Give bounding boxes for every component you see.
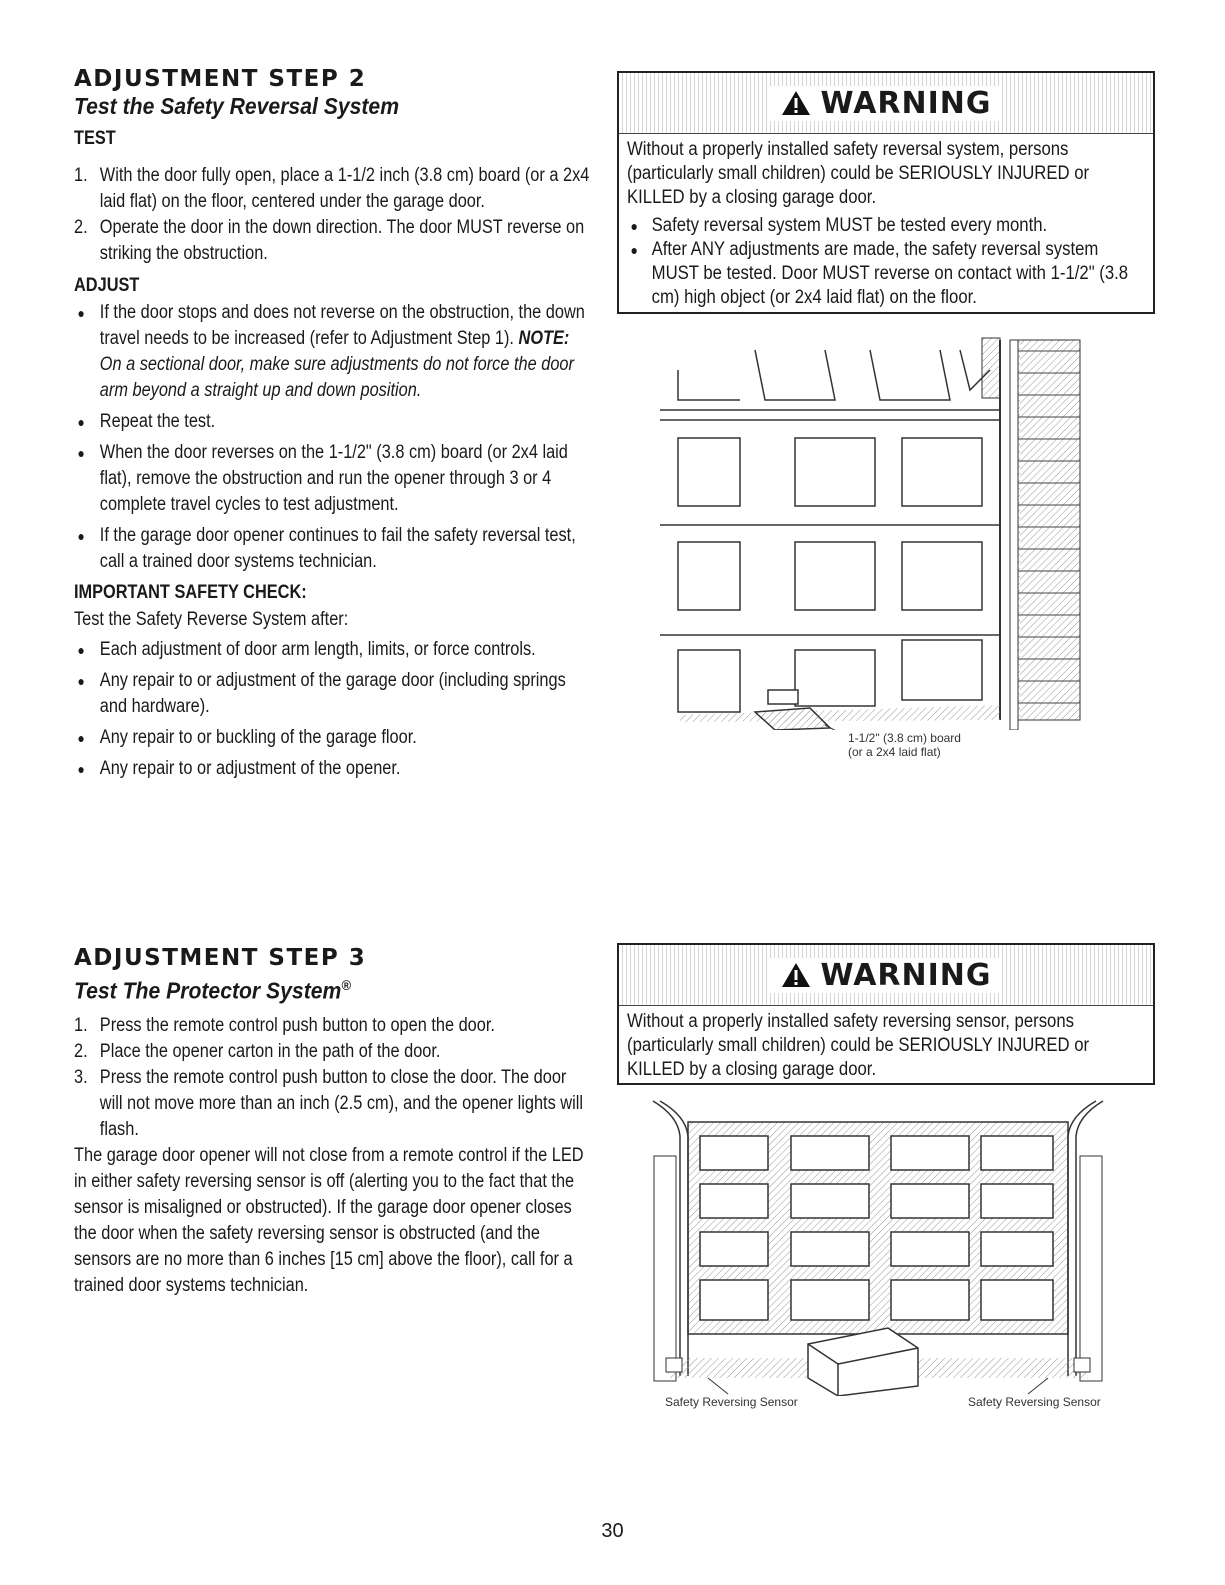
note-label: NOTE: xyxy=(518,328,570,349)
list-item: ● Any repair to or buckling of the garage floor. xyxy=(77,727,417,748)
warning-box-step2 xyxy=(617,71,1155,314)
warning-list xyxy=(627,214,1146,310)
safety-check-intro: Test the Safety Reverse System after: xyxy=(74,609,349,630)
list-item: ● When the door reverses on the 1-1/2" (3.8 cm) board (or 2x4 laid flat), remove the obstruction and run the opener through 3 or 4 complete travel cycles to test adjustment. xyxy=(77,442,568,515)
list-item: ● Each adjustment of door arm length, limits, or force controls. xyxy=(77,639,536,660)
page-number: 30 xyxy=(601,1520,624,1542)
list-item: 3. Press the remote control push button to close the door. The door will not move more than an inch (2.5 cm), and the opener lights will flash. xyxy=(74,1066,583,1140)
adjust-list xyxy=(74,300,593,575)
step3-section xyxy=(74,945,604,1299)
step3-list xyxy=(74,1013,593,1143)
list-item: ● Any repair to or adjustment of the garage door (including springs and hardware). xyxy=(77,670,566,717)
warning-triangle-icon xyxy=(780,89,812,117)
test-heading: TEST xyxy=(74,128,116,149)
sensor-label-right: Safety Reversing Sensor xyxy=(968,1395,1101,1409)
step2-section xyxy=(74,66,604,787)
list-item: ● If the garage door opener continues to fail the safety reversal test, call a trained door systems technician. xyxy=(77,525,576,572)
warning-box-step3 xyxy=(617,943,1155,1085)
step2-subtitle: Test the Safety Reversal System xyxy=(74,93,400,119)
warning-text: Without a properly installed safety reversing sensor, persons (particularly small children) could be SERIOUSLY INJURED or KILLED by a closing garage door. xyxy=(627,1011,1090,1080)
step3-paragraph: The garage door opener will not close from a remote control if the LED in either safety reversing sensor is off (alerting you to the fact that the sensor is misaligned or obstructed). If the garage door opener closes the door when the safety reversing sensor is obstructed (and the sensors are no more than 6 inches [15 cm] above the floor), call for a trained door systems technician. xyxy=(74,1144,584,1296)
safety-check-heading: IMPORTANT SAFETY CHECK: xyxy=(74,582,307,603)
safety-check-list xyxy=(74,637,593,782)
garage-door-board-illustration xyxy=(660,330,1100,730)
board-caption: 1-1/2" (3.8 cm) board (or a 2x4 laid flat) xyxy=(848,731,961,759)
warning-title: WARNING xyxy=(820,957,992,993)
warning-title: WARNING xyxy=(820,85,992,121)
list-item: ● Safety reversal system MUST be tested every month. xyxy=(630,215,1048,236)
list-item: ● Any repair to or adjustment of the opener. xyxy=(77,758,401,779)
step3-title: ADJUSTMENT STEP 3 xyxy=(74,945,367,971)
list-item: 1. Press the remote control push button to open the door. xyxy=(74,1014,495,1036)
list-item: ● After ANY adjustments are made, the safety reversal system MUST be tested. Door MUST reverse on contact with 1-1/2" (3.8 cm) high object (or 2x4 laid flat) on the floor. xyxy=(630,239,1129,308)
warning-text: Without a properly installed safety reversal system, persons (particularly small children) could be SERIOUSLY INJURED or KILLED by a closing garage door. xyxy=(627,139,1090,208)
list-item: 2. Place the opener carton in the path of the door. xyxy=(74,1040,441,1062)
list-item: ● If the door stops and does not reverse on the obstruction, the down travel needs to be increased (refer to Adjustment Step 1). NOTE: On a sectional door, make sure adjustments do not force the door arm beyond a straight up and down position. xyxy=(77,302,585,401)
step2-body xyxy=(74,126,593,782)
adjust-heading: ADJUST xyxy=(74,275,140,296)
step3-body xyxy=(74,1013,593,1299)
warning-triangle-icon xyxy=(780,961,812,989)
test-list xyxy=(74,163,593,267)
sensor-label-left: Safety Reversing Sensor xyxy=(665,1395,798,1409)
step2-title: ADJUSTMENT STEP 2 xyxy=(74,66,367,92)
list-item: 2. Operate the door in the down direction. The door MUST reverse on striking the obstruction. xyxy=(74,217,585,264)
protector-system-illustration xyxy=(648,1096,1108,1396)
warning-header xyxy=(619,73,1153,134)
list-item: ● Repeat the test. xyxy=(77,411,216,432)
warning-header xyxy=(619,945,1153,1006)
step3-subtitle: Test The Protector System® xyxy=(74,977,351,1004)
list-item: 1. With the door fully open, place a 1-1/2 inch (3.8 cm) board (or a 2x4 laid flat) on the floor, centered under the garage door. xyxy=(74,165,590,212)
